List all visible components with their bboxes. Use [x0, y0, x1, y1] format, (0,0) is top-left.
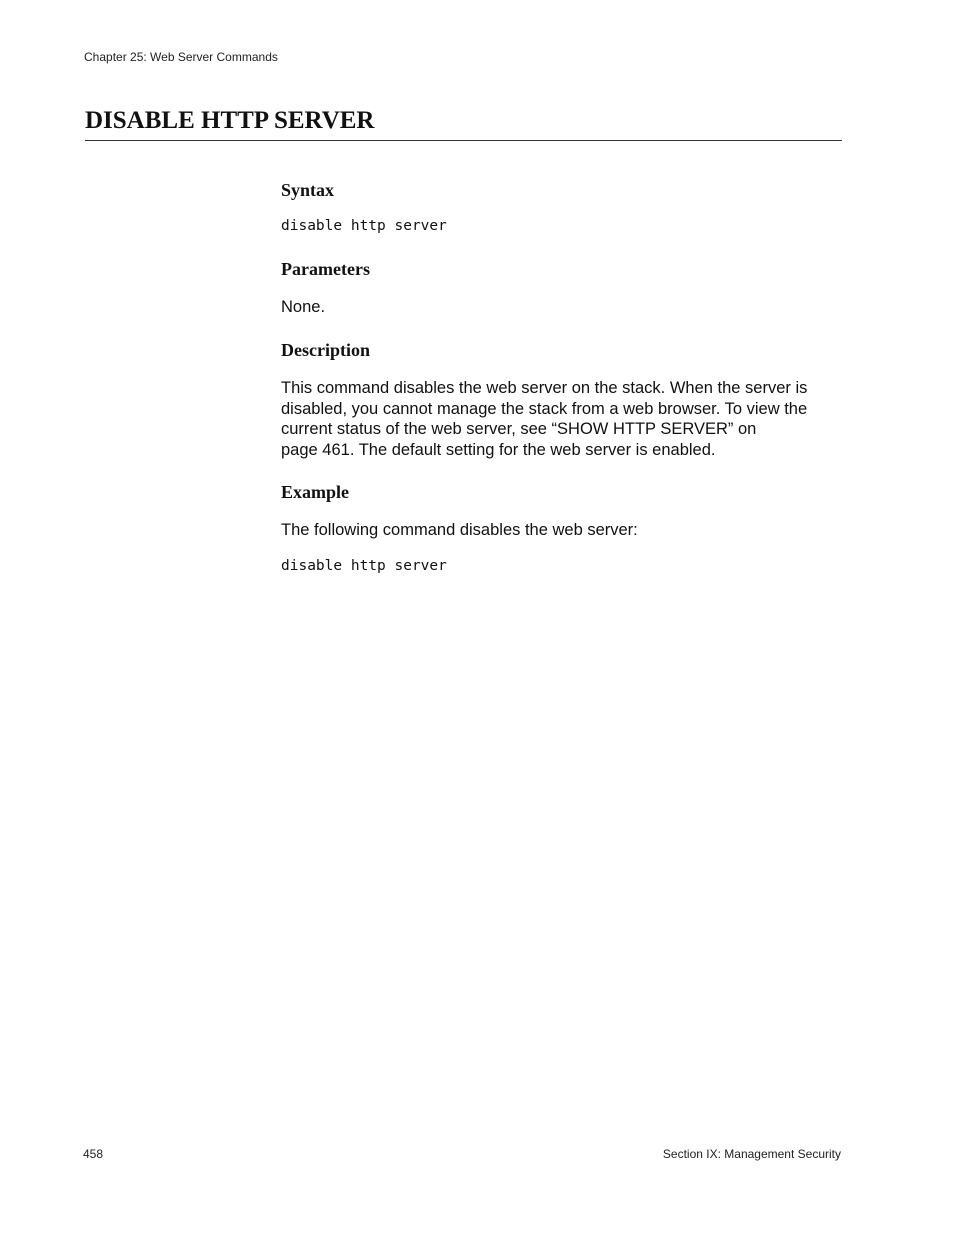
description-line: disabled, you cannot manage the stack from a web browser. To view the	[281, 399, 808, 418]
parameters-heading: Parameters	[281, 259, 370, 279]
running-header: Chapter 25: Web Server Commands	[84, 50, 278, 64]
syntax-code: disable http server	[281, 218, 447, 234]
example-text: The following command disables the web server:	[281, 521, 638, 539]
page-number: 458	[83, 1147, 104, 1161]
description-heading: Description	[281, 340, 370, 360]
syntax-heading: Syntax	[281, 180, 335, 200]
example-code: disable http server	[281, 558, 447, 574]
description-line: page 461. The default setting for the web server is enabled.	[281, 440, 716, 459]
description-line: This command disables the web server on the stack. When the server is	[281, 379, 808, 397]
description-text	[281, 378, 807, 460]
example-heading: Example	[281, 482, 350, 502]
title-divider	[85, 140, 842, 141]
page-title: DISABLE HTTP SERVER	[85, 107, 375, 134]
running-footer-section: Section IX: Management Security	[662, 1147, 841, 1161]
description-line: current status of the web server, see “SHOW HTTP SERVER” on	[281, 420, 757, 438]
parameters-text: None.	[281, 298, 326, 316]
